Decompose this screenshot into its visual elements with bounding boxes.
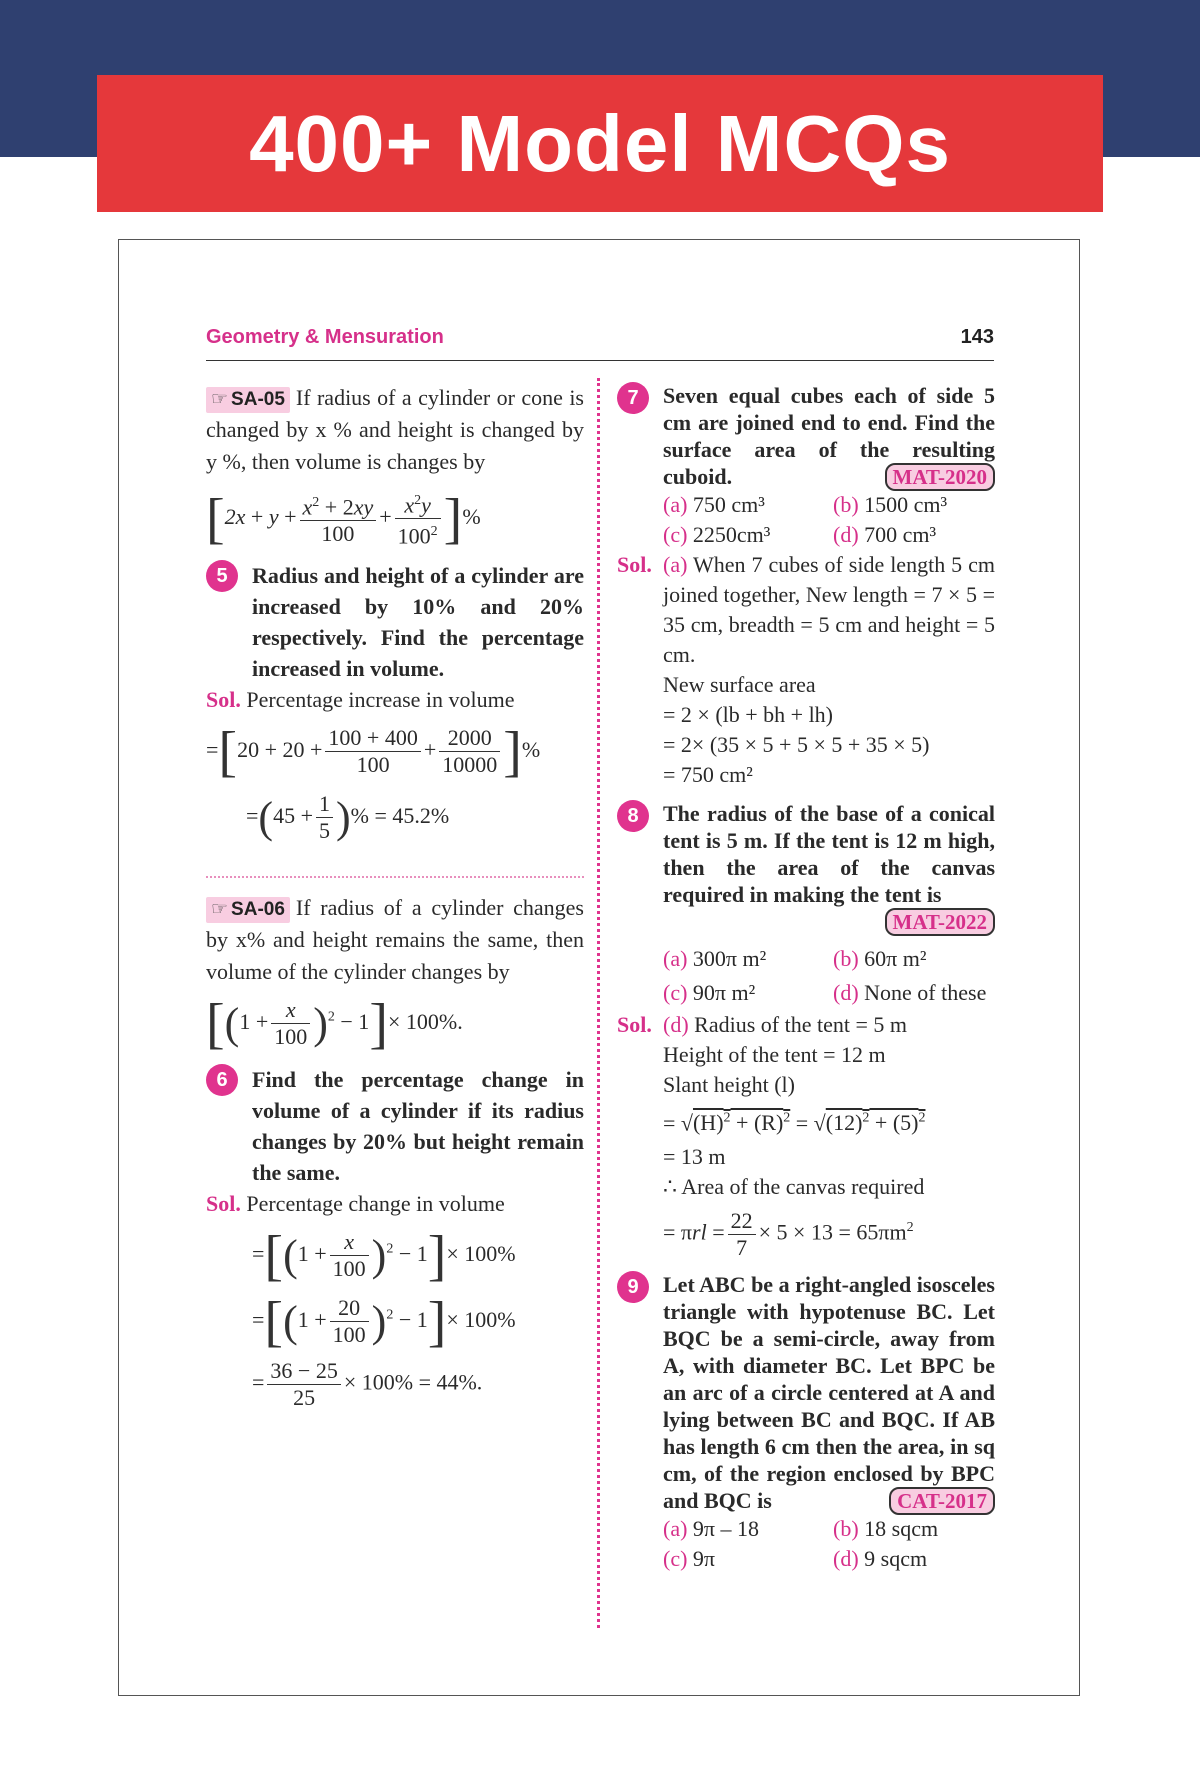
q7-option-d[interactable]: (d) 700 cm³ — [833, 522, 937, 547]
q7-solution — [617, 550, 995, 790]
q7-number: 7 — [617, 382, 649, 414]
q9-options — [617, 1514, 939, 1574]
q6-solution — [206, 1188, 584, 1220]
q6-question — [206, 1064, 584, 1188]
sa05-block — [206, 382, 584, 478]
q9-option-a[interactable]: (a) 9π – 18 — [663, 1516, 760, 1542]
title-banner — [97, 75, 1103, 212]
q8-sol-line: Height of the tent = 12 m — [663, 1042, 886, 1067]
q6-sol-label: Sol. — [206, 1190, 241, 1216]
q8-sol-answer: (d) — [663, 1012, 689, 1037]
q7-exam-badge: MAT-2020 — [885, 463, 996, 491]
q9-number: 9 — [617, 1271, 649, 1303]
q7-sol-line: = 2 × (lb + bh + lh) — [663, 702, 834, 727]
q8-number: 8 — [617, 800, 649, 832]
sa06-tag: ☞ SA-06 — [206, 897, 290, 923]
q7-sol-label: Sol. — [617, 552, 652, 577]
page-number: 143 — [960, 326, 994, 348]
q6-sol-text: Percentage change in volume — [246, 1190, 505, 1216]
q5-text: Radius and height of a cylinder are increased by 10% and 20% respectively. Find the percentage increased in volume. — [252, 562, 584, 681]
sa05-tag: ☞ SA-05 — [206, 387, 290, 413]
q8-sol-line: Slant height (l) — [663, 1072, 795, 1097]
q9-option-d[interactable]: (d) 9 sqcm — [833, 1546, 928, 1572]
q5-sol-text: Percentage increase in volume — [246, 686, 515, 712]
q7-sol-line: New surface area — [663, 672, 816, 697]
q8-sol-line: Radius of the tent = 5 m — [694, 1012, 907, 1037]
q8-option-b[interactable]: (b) 60π m² — [833, 946, 927, 971]
q8-option-c[interactable]: (c) 90π m² — [663, 980, 756, 1005]
column-divider — [597, 378, 600, 1628]
q8-area-formula: = πrl = $\frac{22}{7}$ × $5 \times 13 = 65\pi m^2$ — [663, 1208, 914, 1261]
sa06-text: If radius of a cylinder changes by x% and height remains the same, then volume of the cylinder changes by — [206, 894, 584, 984]
sa05-text: If radius of a cylinder or cone is changed by x % and height is changed by y %, then volume is changes by — [206, 385, 584, 474]
q7-sol-answer: (a) — [663, 552, 688, 577]
q8-slant-formula: = $√(H)^2 + (R)^2 = √(12)^2 + (5)^2$ — [663, 1110, 926, 1136]
q7-option-c[interactable]: (c) 2250cm³ — [663, 522, 771, 547]
section-separator — [206, 866, 584, 878]
q5-solution — [206, 684, 584, 716]
sa06-block — [206, 892, 584, 988]
q8-exam-badge: MAT-2022 — [885, 908, 996, 936]
sa05-formula: [2x + y + $\frac{x^2 + 2xy}{100}$ + $\frac{x^2y}{100^2}$ ]% — [206, 487, 481, 550]
q6-text: Find the percentage change in volume of a cylinder if its radius changes by 20% but height remain the same. — [252, 1066, 584, 1185]
q7-text: Seven equal cubes each of side 5 cm are joined end to end. Find the surface area of the resulting cuboid. — [663, 383, 995, 489]
banner-title: 400+ Model MCQs — [249, 98, 951, 188]
q5-number: 5 — [206, 560, 238, 592]
q8-sol-line: = 13 m — [663, 1144, 726, 1170]
q7-sol-line: = 2× (35 × 5 + 5 × 5 + 35 × 5) — [663, 732, 930, 757]
q9-option-c[interactable]: (c) 9π — [663, 1546, 716, 1572]
q7-option-b[interactable]: (b) 1500 cm³ — [833, 492, 948, 517]
q8-option-d[interactable]: (d) None of these — [833, 980, 987, 1005]
q8-sol-line: ∴ Area of the canvas required — [663, 1174, 925, 1200]
q6-formula-2: =[(1 + $\frac{20}{100}$ )$^2$ − 1]× 100% — [252, 1290, 516, 1353]
left-column — [206, 382, 584, 1417]
q8-text: The radius of the base of a conical tent is 5 m. If the tent is 12 m high, then the area of the canvas required in making the tent is — [663, 801, 995, 907]
pointing-hand-icon: ☞ — [211, 389, 229, 410]
q8-options — [617, 942, 995, 1010]
q5-formula-2: =(45 + $\frac{1}{5}$ )% = 45.2% — [246, 791, 450, 844]
q8-sol-label: Sol. — [617, 1012, 652, 1037]
q9-exam-badge: CAT-2017 — [889, 1487, 995, 1515]
q5-sol-label: Sol. — [206, 686, 241, 712]
q7-option-a[interactable]: (a) 750 cm³ — [663, 492, 765, 517]
q8-option-a[interactable]: (a) 300π m² — [663, 946, 767, 971]
q9-option-b[interactable]: (b) 18 sqcm — [833, 1516, 939, 1542]
section-title: Geometry & Mensuration — [206, 326, 444, 348]
q9-question — [617, 1271, 995, 1514]
right-column — [617, 382, 995, 1574]
q5-question — [206, 560, 584, 684]
q6-number: 6 — [206, 1064, 238, 1096]
page-header — [206, 326, 994, 361]
pointing-hand-icon: ☞ — [211, 898, 229, 920]
q8-solution — [617, 1010, 995, 1261]
q8-question — [617, 800, 995, 936]
q7-sol-line: = 750 cm² — [663, 762, 753, 787]
sa06-formula: [(1 + $\frac{x}{100}$ )$^2$ − 1]× 100%. — [206, 992, 463, 1055]
q6-formula-3: = $\frac{36 - 25}{25}$ × 100% = 44%. — [252, 1357, 483, 1410]
q5-formula-1: =[20 + 20 + $\frac{100 + 400}{100}$ + $\frac{2000}{10000}$ ]% — [206, 720, 541, 783]
q6-formula-1: =[(1 + $\frac{x}{100}$ )$^2$ − 1]× 100% — [252, 1224, 516, 1287]
q7-options — [617, 490, 948, 550]
q7-sol-line: When 7 cubes of side length 5 cm joined together, New length = 7 × 5 = 35 cm, breadth = 5 cm and height = 5 cm. — [663, 552, 995, 667]
q7-question — [617, 382, 995, 490]
q9-text: Let ABC be a right-angled isosceles triangle with hypotenuse BC. Let BQC be a semi-circle, away from A, with diameter BC. Let BPC be an arc of a circle centered at A and lying between BC and BQC. If AB has length 6 cm then the area, in sq cm, of the region enclosed by BPC and BQC is — [663, 1272, 995, 1514]
